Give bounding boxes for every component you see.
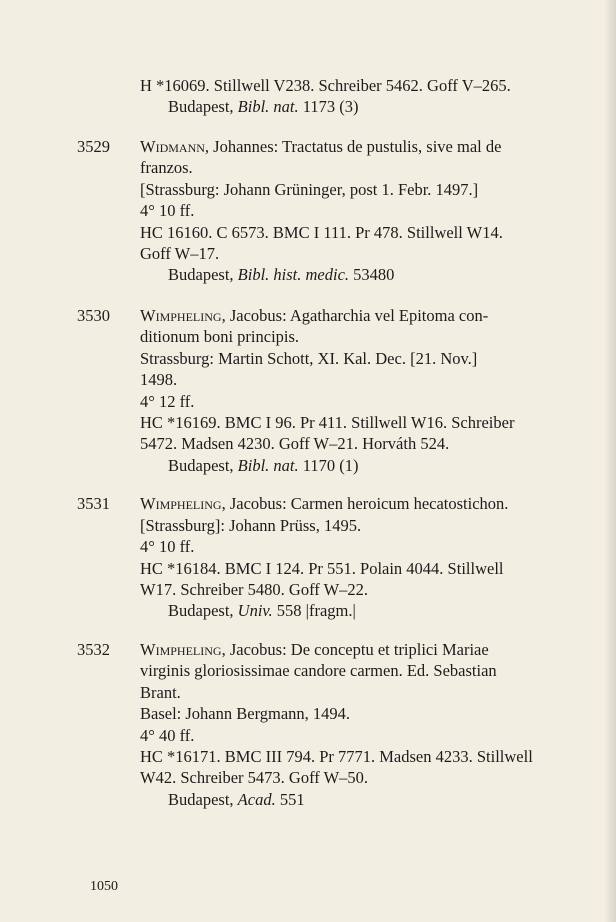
entry-refs: HC *16171. BMC III 794. Pr 7771. Madsen 4233. Stillwell: [140, 747, 533, 766]
entry-format: 4° 10 ff.: [140, 537, 195, 556]
entry-refs: W42. Schreiber 5473. Goff W–50.: [140, 768, 369, 787]
entry-top-location: Budapest, Bibl. nat. 1173 (3): [168, 97, 359, 116]
entry-format: 4° 12 ff.: [140, 392, 195, 411]
entry-number: 3531: [77, 494, 110, 513]
entry-refs: Goff W–17.: [140, 244, 220, 263]
author-name: Wimpheling: [140, 494, 222, 513]
entry-refs: HC *16169. BMC I 96. Pr 411. Stillwell W16. Schreiber: [140, 413, 515, 432]
entry-number: 3532: [77, 640, 110, 659]
entry-refs: W17. Schreiber 5480. Goff W–22.: [140, 580, 369, 599]
author-name: Wimpheling: [140, 640, 222, 659]
page-edge-shadow: [604, 0, 616, 922]
author-name: Wimpheling: [140, 306, 222, 325]
entry-title-cont: ditionum boni principis.: [140, 327, 300, 346]
entry-heading: Wimpheling, Jacobus: De conceptu et triplici Mariae: [140, 640, 489, 659]
entry-title-cont: franzos.: [140, 158, 193, 177]
entry-number: 3530: [77, 306, 110, 325]
entry-format: 4° 10 ff.: [140, 201, 195, 220]
entry-imprint: Basel: Johann Bergmann, 1494.: [140, 704, 351, 723]
entry-location: Budapest, Bibl. hist. medic. 53480: [168, 265, 395, 284]
entry-refs: HC 16160. C 6573. BMC I 111. Pr 478. Stillwell W14.: [140, 223, 503, 242]
author-name: Widmann: [140, 137, 205, 156]
entry-location: Budapest, Acad. 551: [168, 790, 305, 809]
entry-imprint: [Strassburg]: Johann Prüss, 1495.: [140, 516, 362, 535]
entry-heading: Wimpheling, Jacobus: Agatharchia vel Epitoma con-: [140, 306, 489, 325]
entry-heading: Wimpheling, Jacobus: Carmen heroicum hecatostichon.: [140, 494, 509, 513]
entry-imprint: [Strassburg: Johann Grüninger, post 1. Febr. 1497.]: [140, 180, 479, 199]
entry-refs: HC *16184. BMC I 124. Pr 551. Polain 4044. Stillwell: [140, 559, 504, 578]
entry-location: Budapest, Univ. 558 |fragm.|: [168, 601, 356, 620]
entry-imprint: Strassburg: Martin Schott, XI. Kal. Dec. [21. Nov.]: [140, 349, 478, 368]
page-number: 1050: [90, 879, 118, 894]
entry-number: 3529: [77, 137, 110, 156]
entry-heading: Widmann, Johannes: Tractatus de pustulis, sive mal de: [140, 137, 502, 156]
entry-title-cont: Brant.: [140, 683, 181, 702]
entry-top-refs-line: H *16069. Stillwell V238. Schreiber 5462. Goff V–265.: [140, 76, 511, 95]
entry-location: Budapest, Bibl. nat. 1170 (1): [168, 456, 359, 475]
entry-title-cont: virginis gloriosissimae candore carmen. Ed. Sebastian: [140, 661, 497, 680]
entry-refs: 5472. Madsen 4230. Goff W–21. Horváth 524.: [140, 434, 450, 453]
entry-format: 4° 40 ff.: [140, 726, 195, 745]
entry-imprint: 1498.: [140, 370, 178, 389]
